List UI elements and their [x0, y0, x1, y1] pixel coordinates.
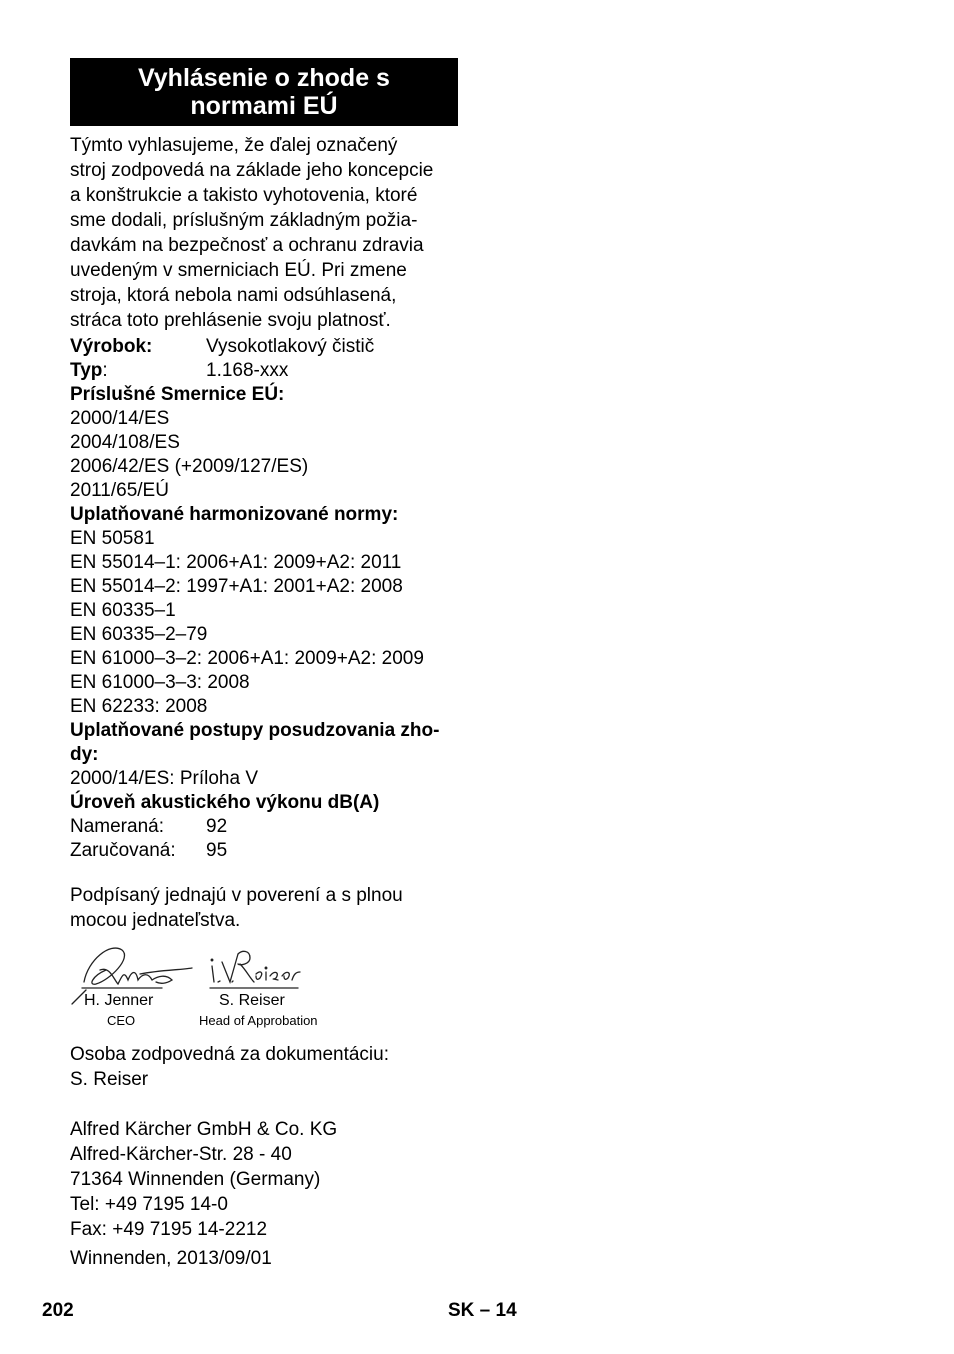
title-line-1: Vyhlásenie o zhode s — [138, 64, 390, 92]
type-row — [70, 359, 289, 383]
product-value: Vysokotlakový čistič — [206, 336, 375, 357]
signature-name-2: S. Reiser — [219, 992, 285, 1009]
procedures-heading-line-2: dy: — [70, 744, 99, 765]
responsible-label: Osoba zodpovedná za dokumentáciu: — [70, 1044, 389, 1065]
section-label: SK – 14 — [448, 1300, 517, 1321]
sound-heading: Úroveň akustického výkonu dB(A) — [70, 792, 380, 813]
responsible-name: S. Reiser — [70, 1069, 149, 1090]
sound-guaranteed-label: Zaručovaná: — [70, 840, 176, 861]
signed-line-2: mocou jednateľstva. — [70, 910, 241, 931]
procedures-heading-line-1: Uplatňované postupy posudzovania zho- — [70, 720, 440, 741]
sound-measured-row — [70, 815, 228, 839]
type-colon: : — [102, 360, 108, 381]
sound-guaranteed-row — [70, 839, 228, 863]
intro-line: davkám na bezpečnosť a ochranu zdravia — [70, 235, 424, 256]
directives-heading: Príslušné Smernice EÚ: — [70, 384, 285, 405]
intro-line: sme dodali, príslušným základným požia- — [70, 210, 418, 231]
signature-name-1: H. Jenner — [84, 992, 154, 1009]
company-line: Alfred-Kärcher-Str. 28 - 40 — [70, 1144, 292, 1165]
intro-line: stroja, ktorá nebola nami odsúhlasená, — [70, 285, 397, 306]
standards-heading: Uplatňované harmonizované normy: — [70, 504, 399, 525]
signed-line-1: Podpísaný jednajú v poverení a s plnou — [70, 885, 403, 906]
standard-item: EN 60335–1 — [70, 600, 176, 621]
type-label: Typ — [70, 360, 103, 381]
page-number: 202 — [42, 1300, 74, 1321]
intro-line: stroj zodpovedá na základe jeho koncepcie — [70, 160, 434, 181]
directive-item: 2011/65/EÚ — [70, 480, 169, 501]
standard-item: EN 55014–1: 2006+A1: 2009+A2: 2011 — [70, 552, 402, 573]
product-label: Výrobok: — [70, 336, 153, 357]
sound-measured-value: 92 — [206, 816, 228, 837]
signature-role-2: Head of Approbation — [199, 1013, 318, 1028]
intro-paragraph — [70, 133, 465, 333]
standard-item: EN 50581 — [70, 528, 155, 549]
standard-item: EN 61000–3–2: 2006+A1: 2009+A2: 2009 — [70, 648, 424, 669]
place-date: Winnenden, 2013/09/01 — [70, 1248, 272, 1269]
declaration-title — [70, 58, 458, 126]
directive-item: 2000/14/ES — [70, 408, 170, 429]
procedures-item: 2000/14/ES: Príloha V — [70, 768, 259, 789]
intro-line: stráca toto prehlásenie svoju platnosť. — [70, 310, 391, 331]
product-row — [70, 335, 375, 359]
directive-item: 2006/42/ES (+2009/127/ES) — [70, 456, 309, 477]
intro-line: uvedeným v smerniciach EÚ. Pri zmene — [70, 260, 407, 281]
standard-item: EN 60335–2–79 — [70, 624, 208, 645]
signature-role-1: CEO — [107, 1013, 136, 1028]
standard-item: EN 62233: 2008 — [70, 696, 208, 717]
sound-measured-label: Nameraná: — [70, 816, 164, 837]
standard-item: EN 55014–2: 1997+A1: 2001+A2: 2008 — [70, 576, 403, 597]
type-value: 1.168-xxx — [206, 360, 289, 381]
company-line: 71364 Winnenden (Germany) — [70, 1169, 321, 1190]
intro-line: Týmto vyhlasujeme, že ďalej označený — [70, 135, 398, 156]
directive-item: 2004/108/ES — [70, 432, 180, 453]
intro-line: a konštrukcie a takisto vyhotovenia, ktoré — [70, 185, 418, 206]
standard-item: EN 61000–3–3: 2008 — [70, 672, 250, 693]
company-line: Alfred Kärcher GmbH & Co. KG — [70, 1119, 338, 1140]
company-line: Fax: +49 7195 14-2212 — [70, 1219, 268, 1240]
title-line-2: normami EÚ — [190, 92, 338, 120]
company-line: Tel: +49 7195 14-0 — [70, 1194, 228, 1215]
sound-guaranteed-value: 95 — [206, 840, 228, 861]
